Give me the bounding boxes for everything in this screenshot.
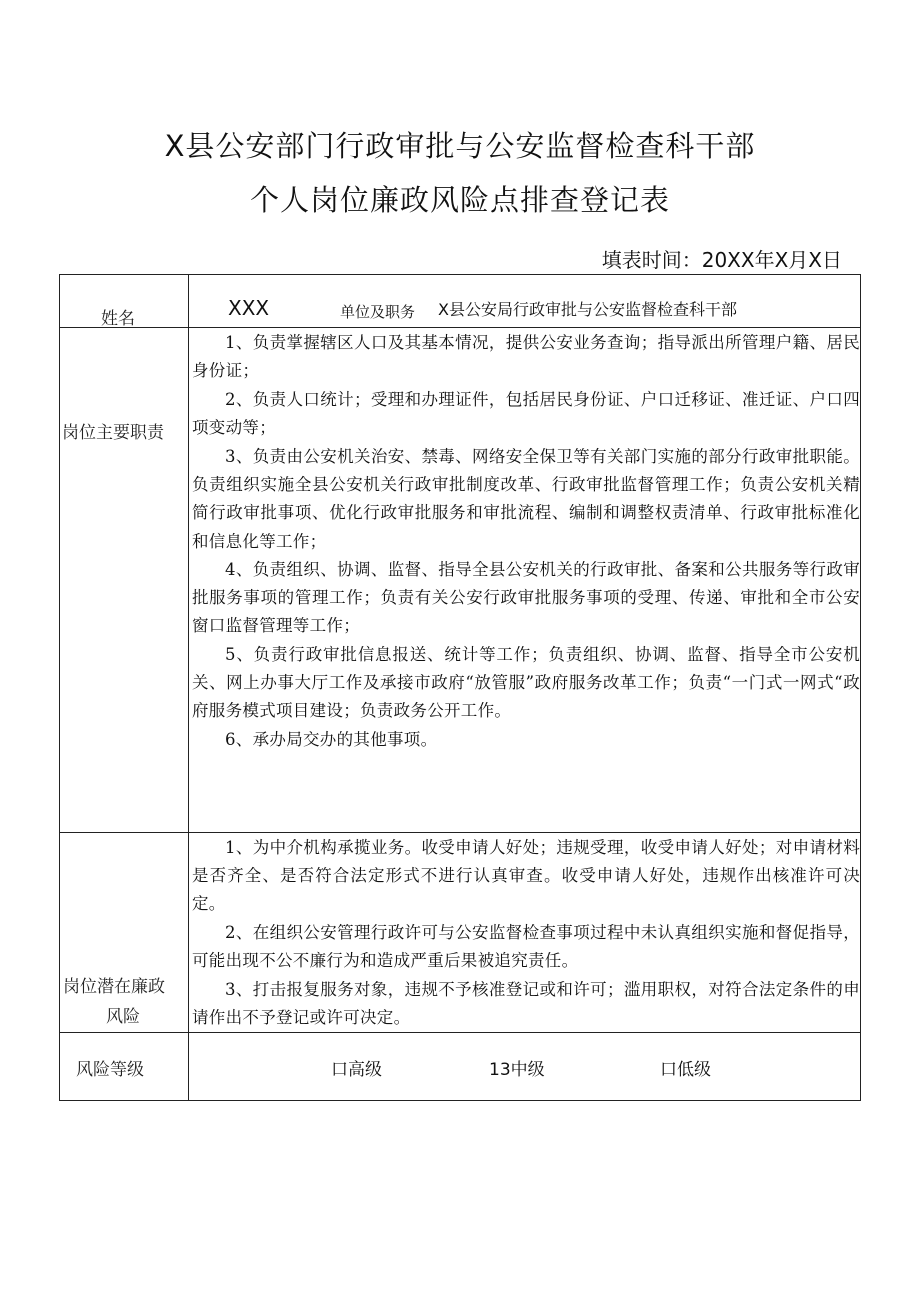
risk-label-line-2: 风险 [106, 1007, 140, 1027]
level-label: 风险等级 [76, 1060, 144, 1080]
page-title-line-2: 个人岗位廉政风险点排查登记表 [249, 183, 670, 217]
duty-item-4: 4、负责组织、协调、监督、指导全县公安机关的行政审批、备案和公共服务等行政审批服务事项的管理工作；负责有关公安行政审批服务事项的受理、传递、审批和全市公安窗口监督管理等工作； [192, 560, 860, 636]
level-high-option[interactable]: 口高级 [331, 1060, 382, 1080]
duties-label-cell [59, 327, 189, 833]
unit-value: X县公安局行政审批与公安监督检查科干部 [438, 300, 737, 319]
duty-item-2: 2、负责人口统计；受理和办理证件，包括居民身份证、户口迁移证、准迁证、户口四项变动等； [192, 390, 860, 438]
unit-label: 单位及职务 [340, 303, 416, 321]
risk-item-3: 3、打击报复服务对象，违规不予核准登记或和许可；滥用职权，对符合法定条件的申请作出不予登记或许可决定。 [192, 980, 860, 1028]
risk-label-line-1: 岗位潜在廉政 [63, 977, 165, 997]
name-value: XXX [228, 296, 270, 320]
duty-item-6: 6、承办局交办的其他事项。 [225, 730, 438, 749]
duties-label: 岗位主要职责 [62, 423, 164, 443]
level-low-option[interactable]: 口低级 [660, 1060, 711, 1080]
fill-date: 填表时间：20XX年X月X日 [601, 248, 842, 272]
duty-item-1: 1、负责掌握辖区人口及其基本情况，提供公安业务查询；指导派出所管理户籍、居民身份证； [192, 333, 860, 381]
name-label: 姓名 [101, 309, 135, 329]
risk-item-1: 1、为中介机构承揽业务。收受申请人好处；违规受理，收受申请人好处；对申请材料是否齐全、是否符合法定形式不进行认真审查。收受申请人好处，违规作出核准许可决定。 [192, 838, 860, 914]
page-title-line-1: X县公安部门行政审批与公安监督检查科干部 [164, 129, 756, 163]
duty-item-3: 3、负责由公安机关治安、禁毒、网络安全保卫等有关部门实施的部分行政审批职能。负责组织实施全县公安机关行政审批制度改革、行政审批监督管理工作；负责公安机关精简行政审批事项、优化行政审批服务和审批流程、编制和调整权责清单、行政审批标准化和信息化等工作； [192, 447, 860, 551]
level-mid-option[interactable]: 13中级 [489, 1060, 545, 1080]
duty-item-5: 5、负责行政审批信息报送、统计等工作；负责组织、协调、监督、指导全市公安机关、网上办事大厅工作及承接市政府“放管服”政府服务改革工作；负责“一门式一网式“政府服务模式项目建设；负责政务公开工作。 [192, 645, 860, 721]
risk-item-2: 2、在组织公安管理行政许可与公安监督检查事项过程中未认真组织实施和督促指导，可能出现不公不廉行为和造成严重后果被追究责任。 [192, 923, 860, 971]
